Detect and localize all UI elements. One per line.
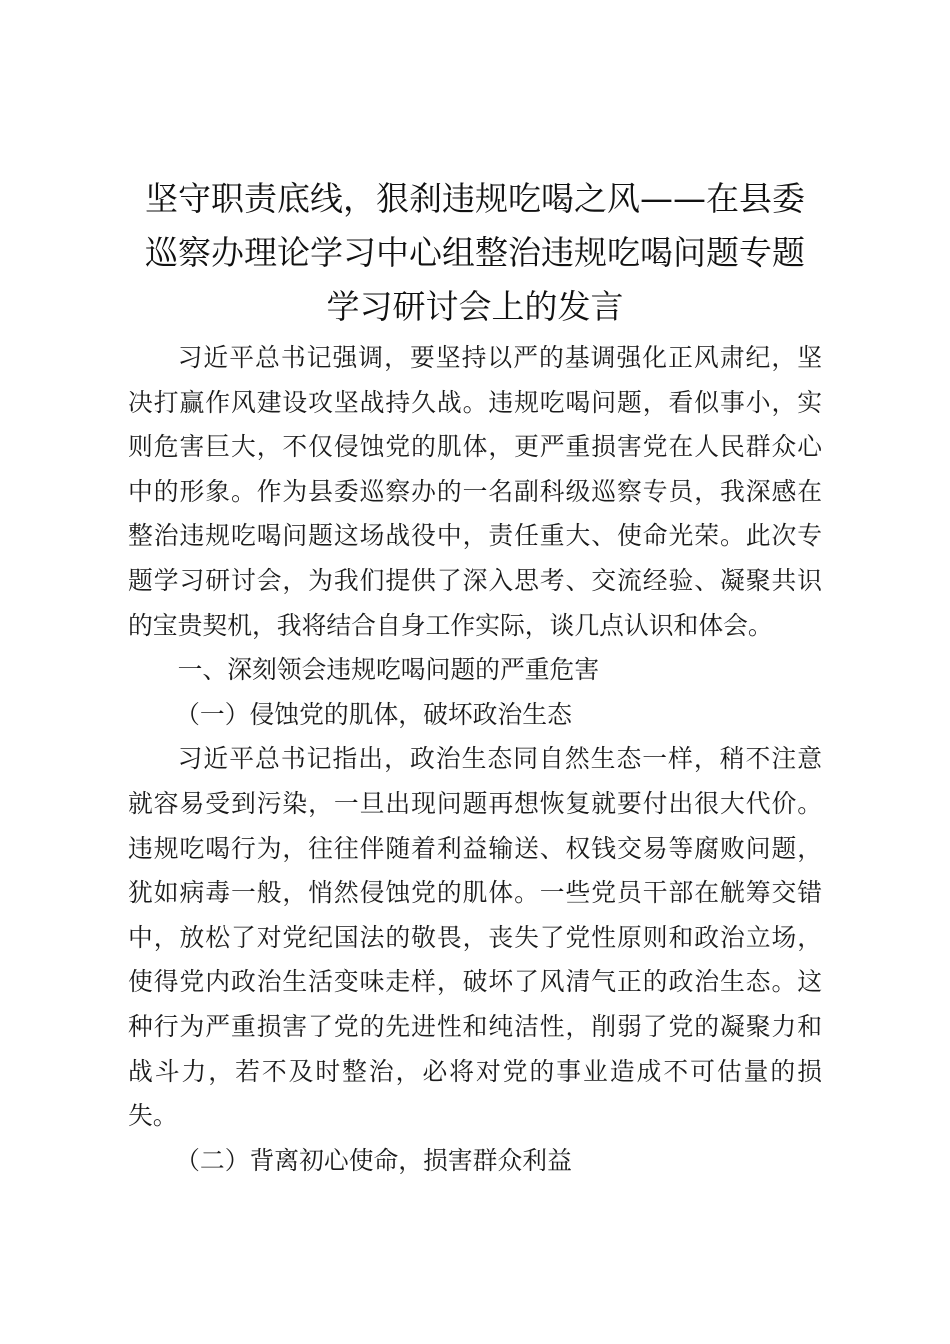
intro-paragraph: 习近平总书记强调，要坚持以严的基调强化正风肃纪，坚决打赢作风建设攻坚战持久战。违规吃喝问题，看似事小，实则危害巨大，不仅侵蚀党的肌体，更严重损害党在人民群众心中的形象。作为县委巡察办的一名副科级巡察专员，我深感在整治违规吃喝问题这场战役中，责任重大、使命光荣。此次专题学习研讨会，为我们提供了深入思考、交流经验、凝聚共识的宝贵契机，我将结合自身工作实际，谈几点认识和体会。 — [128, 343, 822, 640]
section-1-heading: 一、深刻领会违规吃喝问题的严重危害 — [177, 655, 600, 685]
subsection-1-heading: （一）侵蚀党的肌体，破坏政治生态 — [175, 699, 572, 729]
document-title — [128, 172, 822, 334]
subsection-1-paragraph: 习近平总书记指出，政治生态同自然生态一样，稍不注意就容易受到污染，一旦出现问题再想恢复就要付出很大代价。违规吃喝行为，往往伴随着利益输送、权钱交易等腐败问题，犹如病毒一般，悄然侵蚀党的肌体。一些党员干部在觥筹交错中，放松了对党纪国法的敬畏，丧失了党性原则和政治立场，使得党内政治生活变味走样，破坏了风清气正的政治生态。这种行为严重损害了党的先进性和纯洁性，削弱了党的凝聚力和战斗力，若不及时整治，必将对党的事业造成不可估量的损失。 — [128, 744, 822, 1131]
subsection-2-heading: （二）背离初心使命，损害群众利益 — [175, 1145, 572, 1175]
title-line-2: 巡察办理论学习中心组整治违规吃喝问题专题 — [145, 233, 805, 272]
title-line-1: 坚守职责底线，狠刹违规吃喝之风——在县委 — [145, 179, 805, 218]
document-page — [128, 172, 822, 1183]
title-line-3: 学习研讨会上的发言 — [326, 287, 624, 326]
